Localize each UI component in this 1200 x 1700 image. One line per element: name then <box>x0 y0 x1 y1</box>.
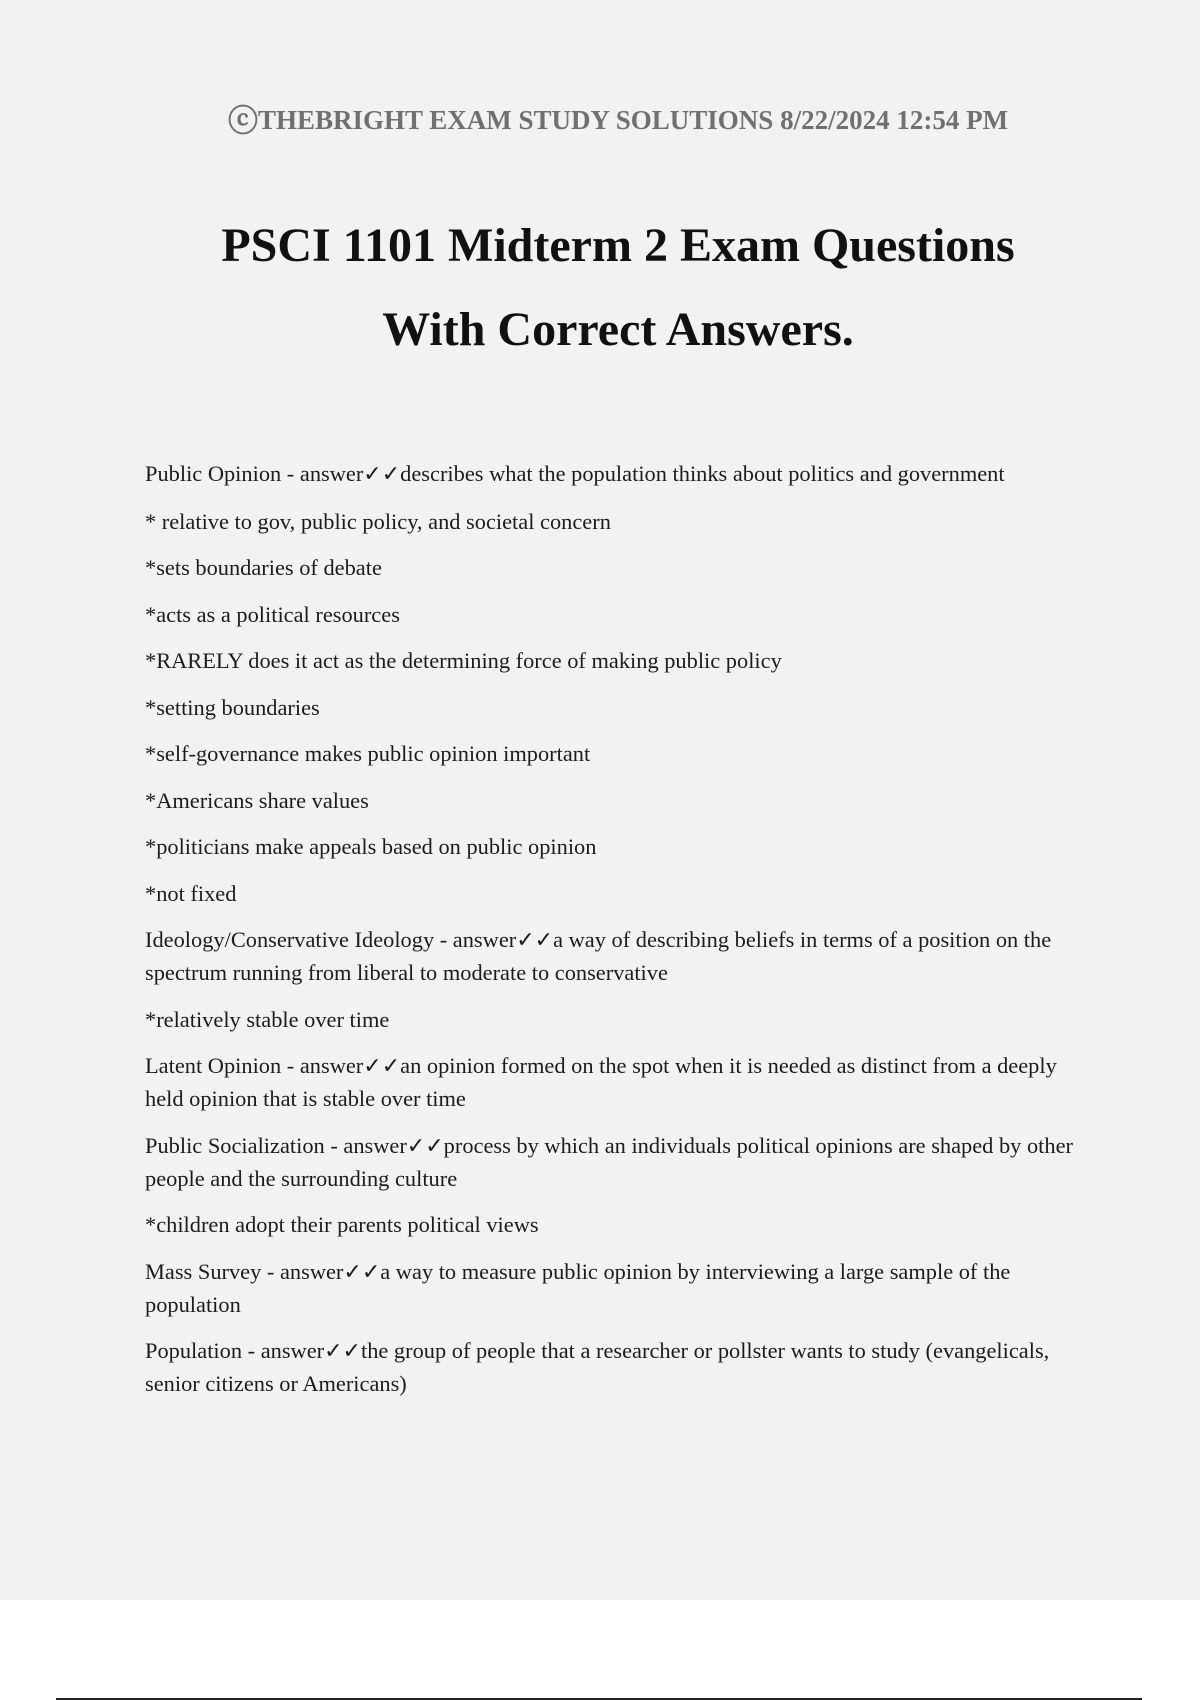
entry-note: *setting boundaries <box>145 694 320 720</box>
checkmark-icon: ✓✓ <box>516 928 554 953</box>
entry-definition: describes what the population thinks about politics and government <box>400 461 1005 486</box>
entry-term: Latent Opinion - <box>145 1053 300 1078</box>
qa-entry <box>145 1130 1095 1195</box>
checkmark-icon: ✓✓ <box>324 1339 361 1364</box>
entry-note: *RARELY does it act as the determining force of making public policy <box>145 648 782 673</box>
answer-marker: answer✓✓ <box>260 1338 361 1364</box>
checkmark-icon: ✓✓ <box>343 1259 381 1285</box>
checkmark-icon: ✓✓ <box>406 1133 444 1159</box>
entry-note: *sets boundaries of debate <box>145 555 382 580</box>
answer-marker: answer✓✓ <box>452 927 554 953</box>
entry-note: *relatively stable over time <box>145 1006 390 1032</box>
document-title-line-1: PSCI 1101 Midterm 2 Exam Questions <box>221 219 1015 272</box>
entry-note: *Americans share values <box>145 787 369 813</box>
qa-content <box>145 458 1095 1415</box>
checkmark-icon: ✓✓ <box>363 1054 401 1079</box>
document-title-line-2: With Correct Answers. <box>382 303 854 356</box>
entry-definition: a way of describing beliefs in terms of a position on the spectrum running from liberal to moderate to conservative <box>145 927 1052 985</box>
watermark-header <box>0 96 1200 140</box>
entry-term: Public Opinion - <box>145 461 300 486</box>
answer-marker: answer✓✓ <box>343 1132 444 1159</box>
entry-note: *children adopt their parents political views <box>145 1212 539 1237</box>
entry-term: Population - <box>145 1338 261 1363</box>
entry-term: Mass Survey - <box>145 1258 280 1284</box>
entry-note: *acts as a political resources <box>145 601 400 627</box>
qa-entry <box>145 924 1095 989</box>
entry-definition: the group of people that a researcher or pollster wants to study (evangelicals, senior citizens or Americans) <box>145 1338 1050 1396</box>
checkmark-icon: ✓✓ <box>363 462 401 487</box>
entry-definition: process by which an individuals political opinions are shaped by other people and the surrounding culture <box>145 1132 1073 1191</box>
entry-note: * relative to gov, public policy, and societal concern <box>145 508 611 534</box>
answer-marker: answer✓✓ <box>279 1258 381 1285</box>
entry-term: Ideology/Conservative Ideology - <box>145 927 453 952</box>
entry-definition: an opinion formed on the spot when it is needed as distinct from a deeply held opinion that is stable over time <box>145 1053 1057 1111</box>
answer-marker: answer✓✓ <box>299 461 401 487</box>
header-text: THEBRIGHT EXAM STUDY SOLUTIONS 8/22/2024 12:54 PM <box>257 105 1009 135</box>
entry-note: *self-governance makes public opinion important <box>145 741 591 766</box>
qa-entry <box>145 1256 1095 1321</box>
qa-entry <box>145 1335 1095 1400</box>
entry-note: *not fixed <box>145 880 237 906</box>
entry-definition: a way to measure public opinion by interviewing a large sample of the population <box>145 1258 1011 1317</box>
answer-marker: answer✓✓ <box>299 1053 401 1079</box>
qa-entry <box>145 458 1095 491</box>
entry-term: Public Socialization - <box>145 1132 344 1158</box>
qa-entry <box>145 1050 1095 1115</box>
entry-note: *politicians make appeals based on public opinion <box>145 834 597 859</box>
copyright-icon: ⓒ <box>227 104 258 139</box>
